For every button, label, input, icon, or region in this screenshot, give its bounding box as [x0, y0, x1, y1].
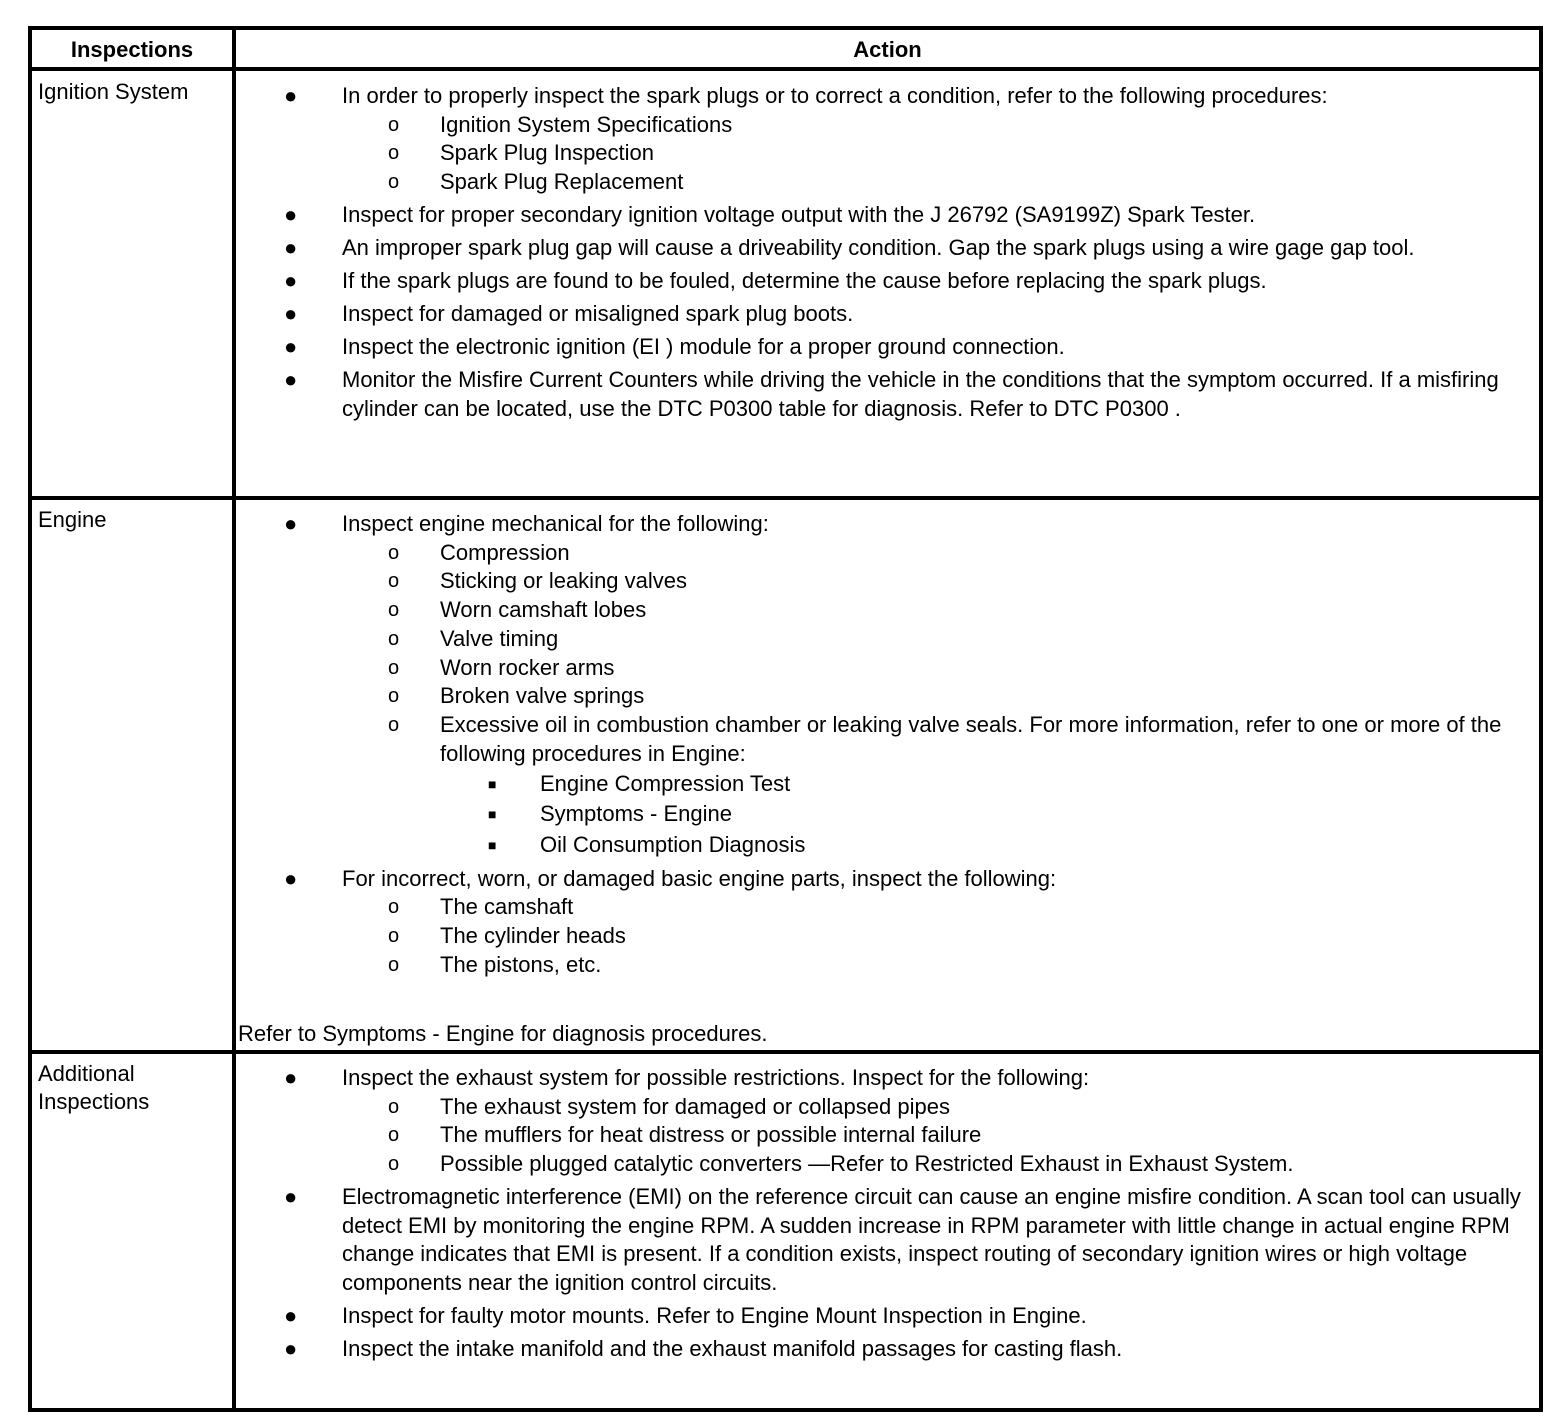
- bullet-icon: ●: [284, 1302, 298, 1328]
- list-item: ● Inspect for faulty motor mounts. Refer to Engine Mount Inspection in Engine.: [238, 1302, 1535, 1331]
- list-item: o Worn rocker arms: [238, 654, 1535, 683]
- circle-bullet-icon: o: [388, 627, 400, 650]
- inspection-table: [28, 26, 1543, 1412]
- list-item: ● Electromagnetic interference (EMI) on the reference circuit can cause an engine misfire condition. A scan tool can usually detect EMI by monitoring the engine RPM. A sudden increase in RPM parameter with little change in actual engine RPM change indicates that EMI is present. If a condition exists, inspect routing of secondary ignition wires or high voltage components near the ignition control circuits.: [284, 1184, 1521, 1295]
- circle-bullet-icon: o: [388, 656, 400, 679]
- bullet-icon: ●: [284, 1065, 298, 1090]
- circle-bullet-icon: o: [388, 924, 400, 947]
- bullet-icon: ●: [284, 367, 298, 393]
- square-bullet-icon: ■: [488, 836, 497, 853]
- list-item: o Compression: [238, 539, 1535, 568]
- list-item: ● For incorrect, worn, or damaged basic engine parts, inspect the following: o The camshaft o The cylinder heads o The pistons, etc.: [238, 865, 1535, 980]
- list-item: ● If the spark plugs are found to be fouled, determine the cause before replacing the spark plugs.: [238, 267, 1535, 296]
- bullet-icon: ●: [284, 202, 298, 228]
- list-item: ■ Oil Consumption Diagnosis: [238, 830, 1535, 860]
- row-label-ignition: Ignition System: [38, 79, 189, 104]
- header-action: Action: [853, 37, 922, 62]
- circle-bullet-icon: o: [388, 599, 400, 622]
- bullet-icon: ●: [284, 511, 298, 536]
- circle-bullet-icon: o: [388, 1153, 400, 1176]
- row-body-ignition: [238, 82, 1535, 428]
- circle-bullet-icon: o: [388, 1124, 400, 1147]
- list-item: o The mufflers for heat distress or possible internal failure: [238, 1121, 1535, 1150]
- list-item: ● Inspect engine mechanical for the following: o Compression o Sticking or leaking valves o Worn camshaft lobes o Valve timing o Worn rocker arms o Broken valve springs o Excessive oil in combustion chamber or leaking valve seals. For more information, refer to one or more of the following procedures in Engine: ■ Engine Compression Test ■ Symptoms - Engine ■ Oil Consumption Diagnosis: [238, 510, 1535, 860]
- square-bullet-icon: ■: [488, 806, 497, 823]
- circle-bullet-icon: o: [388, 896, 400, 919]
- circle-bullet-icon: o: [388, 142, 400, 165]
- circle-bullet-icon: o: [388, 685, 400, 708]
- circle-bullet-icon: o: [388, 953, 400, 976]
- circle-bullet-icon: o: [388, 541, 400, 564]
- list-item: o Spark Plug Inspection: [238, 139, 1535, 168]
- bullet-icon: ●: [284, 1184, 298, 1210]
- row-body-additional: [238, 1064, 1535, 1368]
- list-item: o Excessive oil in combustion chamber or leaking valve seals. For more information, refer to one or more of the following procedures in Engine: ■ Engine Compression Test ■ Symptoms - Engine ■ Oil Consumption Diagnosis: [238, 711, 1535, 860]
- list-item: o Sticking or leaking valves: [238, 567, 1535, 596]
- list-item: ● Monitor the Misfire Current Counters while driving the vehicle in the conditions that the symptom occurred. If a misfiring cylinder can be located, use the DTC P0300 table for diagnosis. Refer to DTC P0300 .: [284, 367, 1499, 421]
- list-item: o The cylinder heads: [238, 922, 1535, 951]
- list-item: o Ignition System Specifications: [238, 111, 1535, 140]
- bullet-icon: ●: [284, 268, 298, 294]
- circle-bullet-icon: o: [388, 714, 400, 737]
- list-item: o The pistons, etc.: [238, 951, 1535, 980]
- list-item: ● Inspect the intake manifold and the exhaust manifold passages for casting flash.: [238, 1335, 1535, 1364]
- list-item: ● Inspect the exhaust system for possible restrictions. Inspect for the following: o The exhaust system for damaged or collapsed pipes o The mufflers for heat distress or possible internal failure o Possible plugged catalytic converters —Refer to Restricted Exhaust in Exhaust System.: [238, 1064, 1535, 1179]
- circle-bullet-icon: o: [388, 171, 400, 194]
- list-item: o Worn camshaft lobes: [238, 596, 1535, 625]
- row-divider: [32, 496, 1539, 500]
- row-label-engine: Engine: [38, 507, 107, 532]
- row-divider: [32, 1050, 1539, 1054]
- row-body-engine: [238, 510, 1535, 984]
- circle-bullet-icon: o: [388, 113, 400, 136]
- column-divider: [232, 30, 236, 1408]
- circle-bullet-icon: o: [388, 1095, 400, 1118]
- square-bullet-icon: ■: [488, 775, 497, 792]
- list-item: ● Inspect for proper secondary ignition voltage output with the J 26792 (SA9199Z) Spark Tester.: [238, 201, 1535, 230]
- list-item: o The exhaust system for damaged or collapsed pipes: [238, 1093, 1535, 1122]
- list-item: ● In order to properly inspect the spark plugs or to correct a condition, refer to the following procedures: o Ignition System Specifications o Spark Plug Inspection o Spark Plug Replacement: [238, 82, 1535, 197]
- header-inspections: Inspections: [70, 37, 194, 62]
- row-label-additional: Additional Inspections: [38, 1061, 150, 1114]
- list-item: o Possible plugged catalytic converters —Refer to Restricted Exhaust in Exhaust System.: [238, 1150, 1535, 1179]
- list-item: o The camshaft: [238, 893, 1535, 922]
- bullet-icon: ●: [284, 301, 298, 327]
- list-item: o Broken valve springs: [238, 682, 1535, 711]
- list-item: ■ Engine Compression Test: [238, 769, 1535, 799]
- engine-footer-note: Refer to Symptoms - Engine for diagnosis procedures.: [238, 1021, 768, 1046]
- bullet-icon: ●: [284, 83, 298, 108]
- list-item: ● An improper spark plug gap will cause a driveability condition. Gap the spark plugs using a wire gage gap tool.: [238, 234, 1535, 263]
- bullet-icon: ●: [284, 1335, 298, 1361]
- list-item: ■ Symptoms - Engine: [238, 799, 1535, 829]
- list-item: o Spark Plug Replacement: [238, 168, 1535, 197]
- bullet-icon: ●: [284, 334, 298, 360]
- bullet-icon: ●: [284, 235, 298, 261]
- list-item: o Valve timing: [238, 625, 1535, 654]
- list-item: ● Inspect for damaged or misaligned spark plug boots.: [238, 300, 1535, 329]
- circle-bullet-icon: o: [388, 570, 400, 593]
- bullet-icon: ●: [284, 865, 298, 891]
- list-item: ● Inspect the electronic ignition (EI ) module for a proper ground connection.: [238, 333, 1535, 362]
